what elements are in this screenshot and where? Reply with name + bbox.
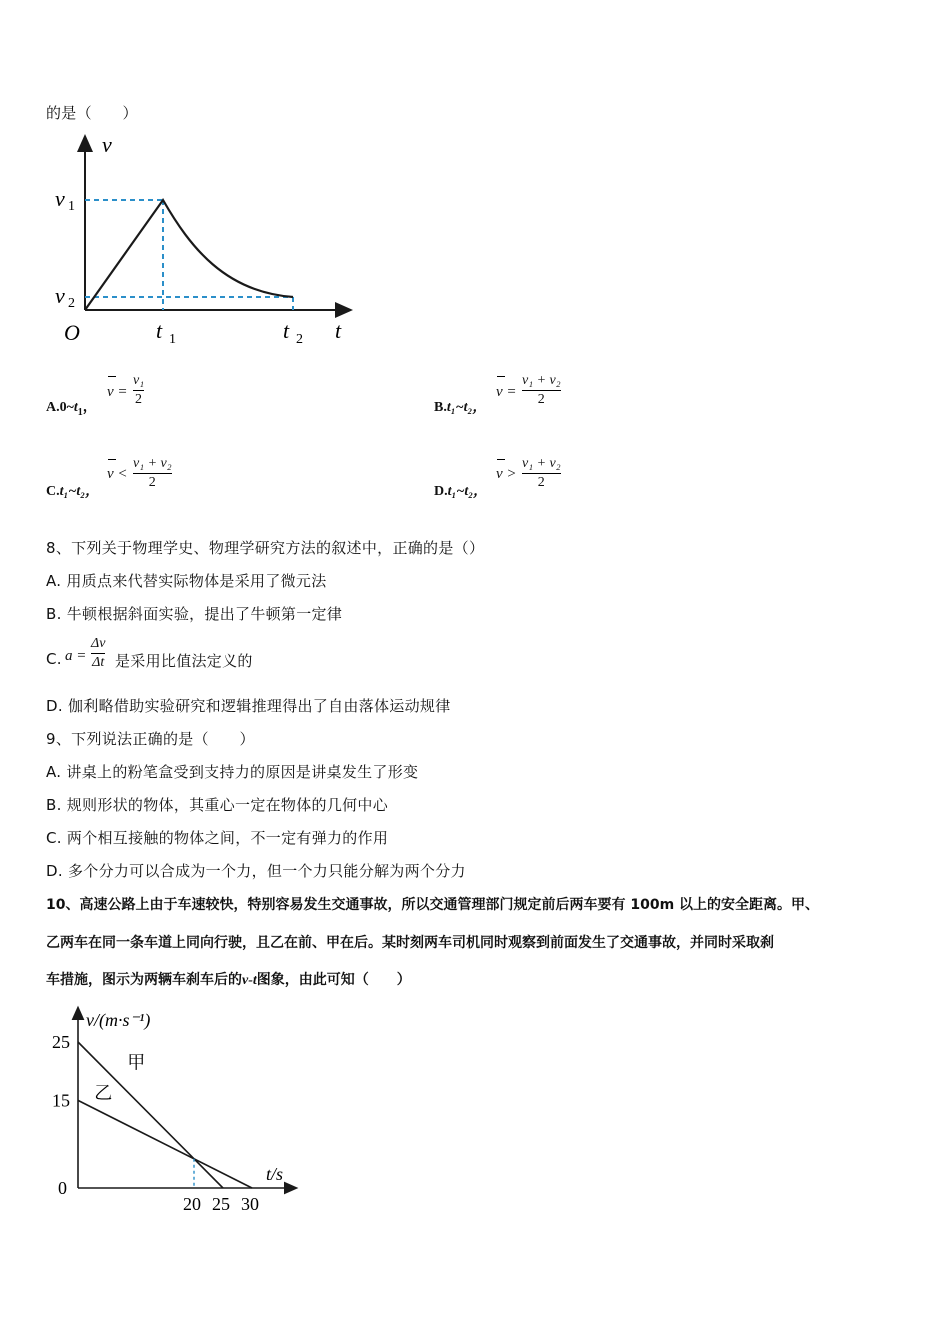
option-a-numerator: v₁ (133, 373, 145, 388)
series-line-jia (78, 1042, 223, 1188)
question-8-option-a: A. 用质点来代替实际物体是采用了微元法 (46, 572, 327, 590)
option-a-label: $A.0\sim t_1$， (46, 400, 97, 418)
question-10-line-3 (46, 969, 411, 989)
v2-sub-label: 2 (68, 296, 75, 311)
question-10-line-1: 10、高速公路上由于车速较快，特别容易发生交通事故，所以交通管理部门规定前后两车要有 100m 以上的安全距离。甲、 (46, 897, 820, 913)
option-d-lhs: v > (496, 466, 517, 482)
question-9-option-a: A. 讲桌上的粉笔盒受到支持力的原因是讲桌发生了形变 (46, 763, 419, 781)
question-10-line-2: 乙两车在同一条车道上同向行驶，且乙在前、甲在后。某时刻两车司机同时观察到前面发生了交通事故，并同时采取刹 (46, 935, 774, 951)
question-8-option-b: B. 牛顿根据斜面实验，提出了牛顿第一定律 (46, 605, 343, 623)
v1-sub-label: 1 (68, 199, 75, 214)
option-c-fraction (133, 456, 172, 491)
option-b-label: B.t₁~t₂， (434, 400, 487, 415)
chart-x-label: t/s (266, 1164, 284, 1184)
option-b-mean-bar (497, 376, 505, 377)
question-7-stem-tail: 的是（ ） (46, 104, 138, 122)
question-8-option-c-denominator: Δt (92, 655, 105, 670)
velocity-time-chart-q10 (40, 1000, 300, 1220)
question-8-option-c-numerator: Δv (91, 636, 106, 651)
option-c-lhs: v < (107, 466, 128, 482)
question-9-option-d: D. 多个分力可以合成为一个力，但一个力只能分解为两个分力 (46, 862, 466, 880)
question-8-option-c-fraction (91, 636, 105, 671)
option-d-denominator: 2 (537, 475, 545, 490)
option-d-mean-bar (497, 459, 505, 460)
option-c-label: C.t₁~t₂， (46, 484, 100, 499)
question-8-option-c-lhs: a = (65, 648, 87, 664)
question-8-option-c-text: 是采用比值法定义的 (115, 652, 253, 670)
question-10-line-3-b: 图象，由此可知（ ） (256, 972, 411, 988)
question-9-option-b: B. 规则形状的物体，其重心一定在物体的几何中心 (46, 796, 389, 814)
option-d-numerator: v₁ + v₂ (522, 456, 561, 471)
question-9-option-c: C. 两个相互接触的物体之间，不一定有弹力的作用 (46, 829, 389, 847)
option-a-lhs: v = (107, 384, 128, 400)
velocity-time-graph-q7 (50, 132, 360, 352)
chart-y-label: v/(m·s⁻¹) (86, 1010, 151, 1030)
option-b-numerator: v₁ + v₂ (522, 373, 561, 388)
t1-label: t (156, 318, 163, 343)
option-d-fraction (522, 456, 561, 491)
x-axis-label: t (335, 318, 342, 343)
series-label-yi: 乙 (94, 1083, 113, 1104)
velocity-curve (85, 200, 293, 310)
option-a-denominator: 2 (135, 392, 143, 407)
option-b-denominator: 2 (537, 392, 545, 407)
question-10-line-3-a: 车措施，图示为两辆车刹车后的 (46, 972, 242, 988)
y-tick-label: 25 (52, 1032, 70, 1052)
option-b-fraction (522, 373, 561, 408)
y-tick-label: 15 (52, 1090, 70, 1111)
series-label-jia: 甲 (127, 1052, 146, 1073)
option-c-denominator: 2 (148, 475, 156, 490)
y-axis-label: v (102, 132, 112, 157)
question-9-stem: 9、下列说法正确的是（ ） (46, 730, 255, 748)
question-10-vt: v-t (242, 973, 257, 988)
series-line-yi (78, 1100, 252, 1188)
option-a-mean-bar (108, 376, 116, 377)
v2-label: v (55, 283, 65, 308)
option-d-label: D.t₁~t₂， (434, 484, 488, 499)
origin-label: O (64, 320, 80, 345)
t2-sub-label: 2 (296, 332, 303, 347)
x-tick-label: 20 (183, 1194, 201, 1214)
option-c-mean-bar (108, 459, 116, 460)
question-8-option-d: D. 伽利略借助实验研究和逻辑推理得出了自由落体运动规律 (46, 697, 451, 715)
v1-label: v (55, 186, 65, 211)
t2-label: t (283, 318, 290, 343)
option-a-fraction (133, 373, 144, 408)
option-c-numerator: v₁ + v₂ (133, 456, 172, 471)
t1-sub-label: 1 (169, 332, 176, 347)
x-tick-label: 30 (241, 1194, 259, 1214)
x-tick-label: 25 (212, 1194, 230, 1214)
question-8-option-c-prefix: C. (46, 650, 62, 668)
chart-origin-label: 0 (58, 1178, 67, 1198)
option-b-lhs: v = (496, 384, 517, 400)
question-8-stem: 8、下列关于物理学史、物理学研究方法的叙述中，正确的是（） (46, 539, 485, 557)
